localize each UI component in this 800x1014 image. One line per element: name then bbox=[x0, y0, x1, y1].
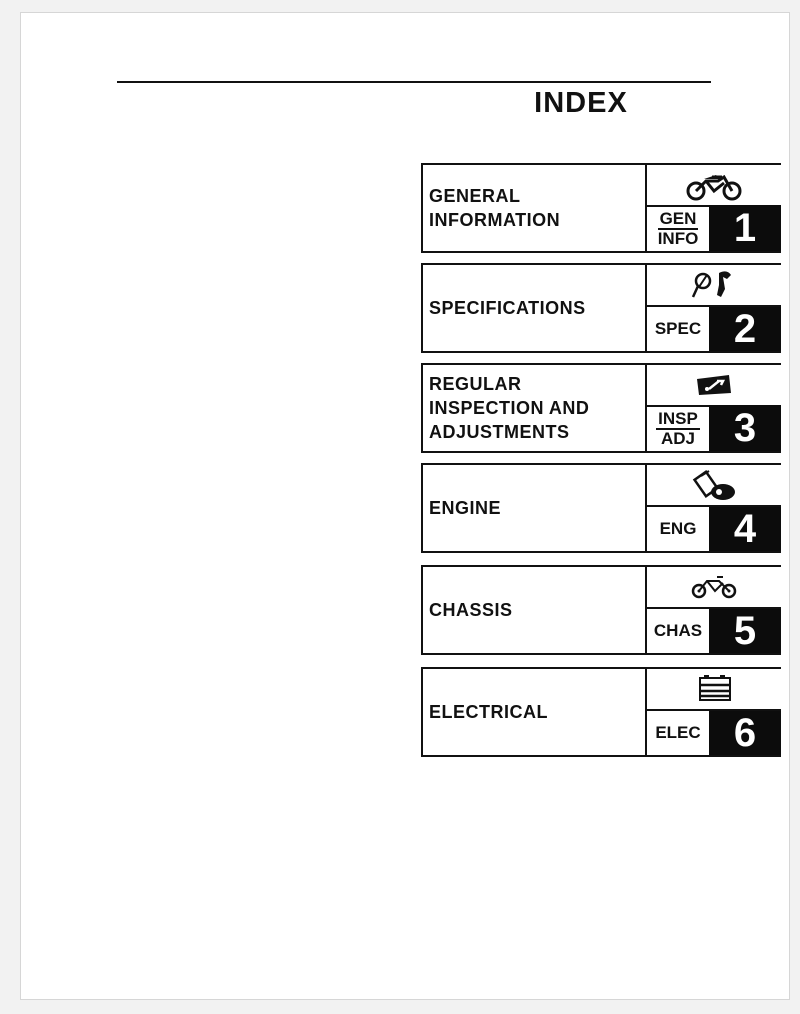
abbr-line: GEN bbox=[659, 209, 697, 228]
engine-piston-icon bbox=[647, 465, 781, 505]
section-tab[interactable] bbox=[645, 363, 781, 453]
battery-icon bbox=[647, 669, 781, 709]
entry-label bbox=[421, 667, 655, 757]
section-number: 6 bbox=[709, 711, 781, 755]
section-number: 2 bbox=[709, 307, 781, 351]
section-number: 3 bbox=[709, 405, 781, 451]
index-entry-electrical[interactable] bbox=[421, 667, 800, 755]
header-rule bbox=[117, 81, 711, 83]
page-title: INDEX bbox=[534, 87, 628, 119]
entry-label bbox=[421, 463, 655, 553]
index-entry-chassis[interactable] bbox=[421, 565, 800, 653]
entry-label-line: REGULAR bbox=[429, 374, 522, 394]
index-entry-general-information[interactable] bbox=[421, 163, 800, 251]
abbr-line: INFO bbox=[657, 229, 699, 248]
caliper-wrench-icon bbox=[647, 265, 781, 305]
entry-label-line: ADJUSTMENTS bbox=[429, 422, 570, 442]
entry-label-line: ENGINE bbox=[429, 498, 502, 518]
manual-page bbox=[20, 12, 790, 1000]
section-abbreviation bbox=[647, 207, 709, 251]
entry-label-line: INSPECTION AND bbox=[429, 398, 590, 418]
section-abbreviation: CHAS bbox=[653, 621, 703, 640]
section-tab[interactable] bbox=[645, 667, 781, 757]
entry-label bbox=[421, 263, 655, 353]
dirt-bike-icon bbox=[647, 567, 781, 607]
abbr-line: INSP bbox=[658, 409, 698, 428]
entry-label bbox=[421, 163, 655, 253]
section-abbreviation: ELEC bbox=[655, 723, 701, 742]
section-tab[interactable] bbox=[645, 463, 781, 553]
inspection-tool-icon bbox=[647, 365, 781, 405]
entry-label bbox=[421, 363, 655, 453]
entry-label-line: INFORMATION bbox=[429, 210, 561, 230]
entry-label-line: CHASSIS bbox=[429, 600, 513, 620]
index-entry-inspection-adjustments[interactable] bbox=[421, 363, 800, 451]
section-abbreviation: SPEC bbox=[654, 319, 702, 338]
section-tab[interactable] bbox=[645, 163, 781, 253]
section-abbreviation bbox=[647, 407, 709, 451]
section-number: 5 bbox=[709, 609, 781, 653]
section-tab[interactable] bbox=[645, 565, 781, 655]
entry-label-line: SPECIFICATIONS bbox=[429, 298, 586, 318]
section-number: 4 bbox=[709, 507, 781, 551]
abbr-line: ADJ bbox=[660, 429, 695, 448]
entry-label bbox=[421, 565, 655, 655]
index-entry-specifications[interactable] bbox=[421, 263, 800, 351]
section-number: 1 bbox=[709, 205, 781, 251]
motorcycle-icon bbox=[647, 165, 781, 205]
section-abbreviation: ENG bbox=[659, 519, 697, 538]
index-entry-engine[interactable] bbox=[421, 463, 800, 551]
section-tab[interactable] bbox=[645, 263, 781, 353]
entry-label-line: ELECTRICAL bbox=[429, 702, 548, 722]
entry-label-line: GENERAL bbox=[429, 186, 521, 206]
